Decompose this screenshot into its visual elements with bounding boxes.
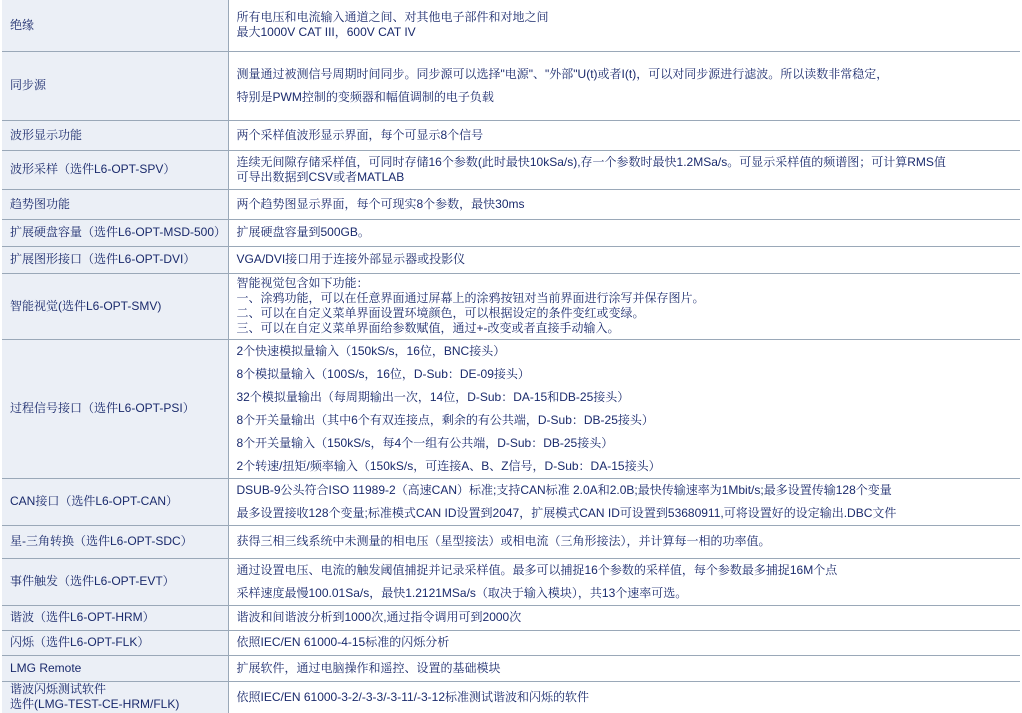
spec-desc-text: 2个快速模拟量输入（150kS/s，16位，BNC接头） <box>236 343 506 358</box>
spec-label-text: 波形显示功能 <box>10 127 83 142</box>
spec-desc-text: 连续无间隙存储采样值，可同时存储16个参数(此时最快10kSa/s),存一个参数时最快1.2MSa/s。可显示采样值的频谱图；可计算RMS值 <box>236 154 946 169</box>
spec-label-text: 同步源 <box>10 78 47 92</box>
spec-desc-text: 最多设置接收128个变量;标准模式CAN ID设置到2047，扩展模式CAN ID可设置到53680911,可将设置好的设定输出.DBC文件 <box>236 505 897 520</box>
spec-desc-text: 两个趋势图显示界面，每个可现实8个参数，最快30ms <box>236 196 525 211</box>
spec-row-sync-source <box>2 51 1020 120</box>
spec-desc-text: 所有电压和电流输入通道之间、对其他电子部件和对地之间 <box>236 10 549 25</box>
spec-label-text: CAN接口（选件L6-OPT-CAN） <box>10 494 179 508</box>
spec-desc-text: VGA/DVI接口用于连接外部显示器或投影仪 <box>236 252 466 266</box>
spec-label-text: 绝缘 <box>10 17 35 32</box>
spec-row-smart-vision <box>2 273 1020 339</box>
spec-row-lmg-remote <box>2 655 1020 681</box>
spec-label-text: 谐波（选件L6-OPT-HRM） <box>10 610 155 624</box>
spec-row-harmonic-flicker-software <box>2 681 1020 713</box>
spec-row-insulation <box>2 0 1020 51</box>
spec-desc-text: 测量通过被测信号周期时间同步。同步源可以选择"电源"、"外部"U(t)或者I(t)，可以对同步源进行滤波。所以读数非常稳定， <box>236 66 889 81</box>
spec-desc-cell <box>228 630 1020 655</box>
spec-label-cell <box>2 0 228 51</box>
spec-label-cell <box>2 558 228 605</box>
spec-desc-text: 获得三相三线系统中未测量的相电压（星型接法）或相电流（三角形接法），并计算每一相的功率值。 <box>236 534 771 548</box>
spec-desc-cell <box>228 150 1020 189</box>
spec-desc-cell <box>228 339 1020 478</box>
spec-table-body <box>2 0 1020 713</box>
spec-label-text: 星-三角转换（选件L6-OPT-SDC） <box>10 534 193 548</box>
spec-desc-text: 一、涂鸦功能，可以在任意界面通过屏幕上的涂鸦按钮对当前界面进行涂写并保存图片。 <box>236 291 705 305</box>
spec-label-cell <box>2 525 228 558</box>
spec-row-waveform-display <box>2 120 1020 150</box>
spec-row-flicker <box>2 630 1020 655</box>
spec-desc-text: 依照IEC/EN 61000-4-15标准的闪烁分析 <box>236 635 450 649</box>
spec-label-text: LMG Remote <box>10 660 82 675</box>
spec-desc-cell <box>228 681 1020 713</box>
spec-label-text: 闪烁（选件L6-OPT-FLK） <box>10 635 150 649</box>
spec-label-cell <box>2 478 228 525</box>
spec-row-can-interface <box>2 478 1020 525</box>
spec-desc-cell <box>228 189 1020 219</box>
spec-row-event-trigger <box>2 558 1020 605</box>
spec-label-cell <box>2 630 228 655</box>
spec-desc-text: 8个模拟量输入（100S/s，16位，D-Sub：DE-09接头） <box>236 366 530 381</box>
spec-table <box>2 0 1020 713</box>
spec-desc-cell <box>228 525 1020 558</box>
spec-label-text: 趋势图功能 <box>10 196 71 211</box>
spec-label-cell <box>2 273 228 339</box>
spec-row-trend-chart <box>2 189 1020 219</box>
spec-desc-text: 三、可以在自定义菜单界面给参数赋值，通过+-改变或者直接手动输入。 <box>236 321 620 335</box>
spec-label-text: 扩展图形接口（选件L6-OPT-DVI） <box>10 252 196 266</box>
spec-row-extended-graphics <box>2 246 1020 273</box>
spec-desc-text: 通过设置电压、电流的触发阈值捕捉并记录采样值。最多可以捕捉16个参数的采样值，每个参数最多捕捉16M个点 <box>236 562 838 577</box>
spec-label-text: 过程信号接口（选件L6-OPT-PSI） <box>10 401 195 415</box>
spec-desc-text: 两个采样值波形显示界面，每个可显示8个信号 <box>236 127 484 142</box>
spec-desc-text: DSUB-9公头符合ISO 11989-2（高速CAN）标准;支持CAN标准 2.0A和2.0B;最快传输速率为1Mbit/s;最多设置传输128个变量 <box>236 482 892 497</box>
spec-desc-text: 2个转速/扭矩/频率输入（150kS/s，可连接A、B、Z信号，D-Sub：DA-15接头） <box>236 458 661 473</box>
spec-label-cell <box>2 51 228 120</box>
spec-desc-text: 8个开关量输入（150kS/s，每4个一组有公共端，D-Sub：DB-25接头） <box>236 435 614 450</box>
spec-label-cell <box>2 246 228 273</box>
spec-label-cell <box>2 339 228 478</box>
spec-desc-text: 特别是PWM控制的变频器和幅值调制的电子负载 <box>236 89 494 104</box>
spec-desc-cell <box>228 51 1020 120</box>
spec-label-cell <box>2 150 228 189</box>
spec-desc-text: 最大1000V CAT III，600V CAT IV <box>236 25 416 40</box>
spec-desc-cell <box>228 120 1020 150</box>
spec-row-process-signal-interface <box>2 339 1020 478</box>
spec-label-text: 波形采样（选件L6-OPT-SPV） <box>10 162 176 176</box>
spec-desc-cell <box>228 655 1020 681</box>
spec-label-text: 选件(LMG-TEST-CE-HRM/FLK) <box>10 697 180 712</box>
spec-row-star-delta-conversion <box>2 525 1020 558</box>
spec-desc-text: 扩展硬盘容量到500GB。 <box>236 225 370 239</box>
spec-label-text: 智能视觉(选件L6-OPT-SMV) <box>10 298 162 313</box>
spec-desc-cell <box>228 478 1020 525</box>
spec-label-cell <box>2 219 228 246</box>
spec-label-text: 事件触发（选件L6-OPT-EVT） <box>10 574 175 588</box>
spec-desc-text: 采样速度最慢100.01Sa/s，最快1.2121MSa/s（取决于输入模块），共13个速率可选。 <box>236 585 688 600</box>
spec-desc-cell <box>228 246 1020 273</box>
spec-label-cell <box>2 681 228 713</box>
spec-desc-text: 依照IEC/EN 61000-3-2/-3-3/-3-11/-3-12标准测试谐波和闪烁的软件 <box>236 689 590 704</box>
spec-desc-cell <box>228 219 1020 246</box>
spec-desc-text: 扩展软件，通过电脑操作和遥控、设置的基础模块 <box>236 660 501 675</box>
spec-desc-text: 可导出数据到CSV或者MATLAB <box>236 169 405 184</box>
spec-label-cell <box>2 605 228 630</box>
spec-row-extended-storage <box>2 219 1020 246</box>
spec-row-harmonics <box>2 605 1020 630</box>
spec-desc-cell <box>228 273 1020 339</box>
spec-row-waveform-sampling <box>2 150 1020 189</box>
spec-desc-text: 二、可以在自定义菜单界面设置环境颜色，可以根据设定的条件变红或变绿。 <box>236 306 645 320</box>
spec-label-cell <box>2 655 228 681</box>
spec-label-cell <box>2 120 228 150</box>
spec-label-text: 谐波闪烁测试软件 <box>10 682 107 697</box>
spec-label-cell <box>2 189 228 219</box>
spec-label-text: 扩展硬盘容量（选件L6-OPT-MSD-500） <box>10 225 227 239</box>
spec-desc-text: 8个开关量输出（其中6个有双连接点，剩余的有公共端，D-Sub：DB-25接头） <box>236 412 654 427</box>
spec-desc-cell <box>228 0 1020 51</box>
spec-desc-text: 智能视觉包含如下功能： <box>236 276 369 290</box>
spec-desc-text: 谐波和间谐波分析到1000次,通过指令调用可到2000次 <box>236 610 522 624</box>
spec-desc-cell <box>228 558 1020 605</box>
spec-desc-text: 32个模拟量输出（每周期输出一次，14位，D-Sub：DA-15和DB-25接头） <box>236 389 630 404</box>
spec-desc-cell <box>228 605 1020 630</box>
